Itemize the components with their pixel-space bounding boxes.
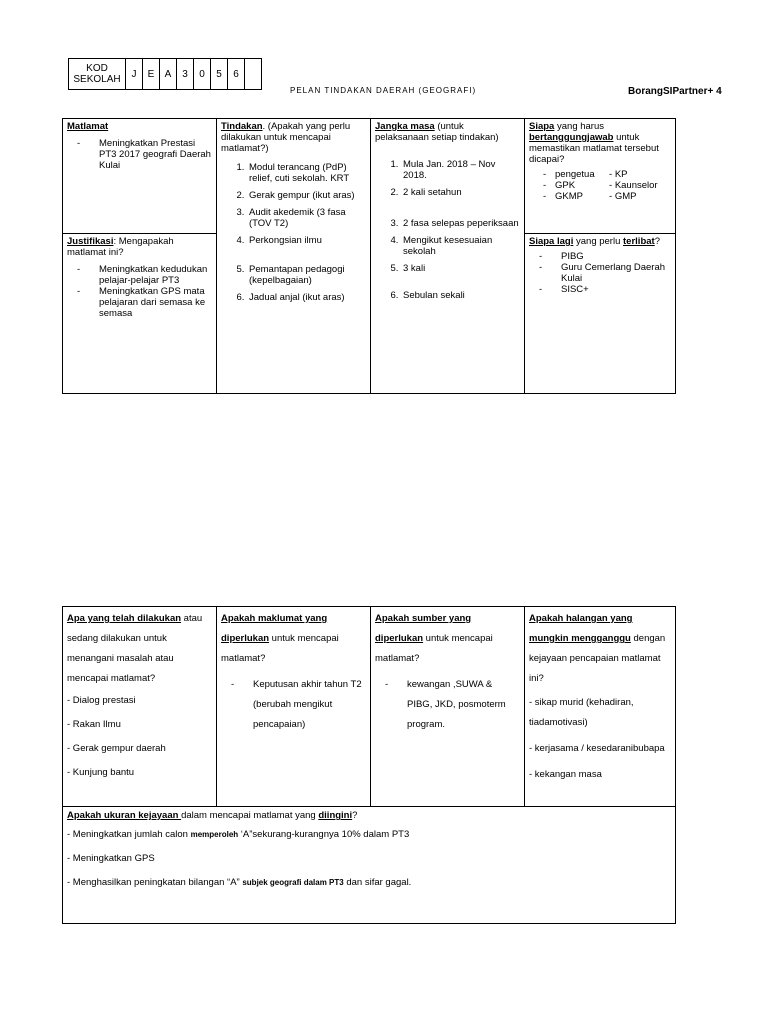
ukuran-question: ? bbox=[352, 810, 358, 821]
list-item: 6. Sebulan sekali bbox=[401, 290, 520, 301]
list-item: Kaunselor bbox=[614, 180, 658, 191]
list-item: 3. 2 fasa selepas peperiksaan bbox=[401, 218, 520, 229]
siapa-lagi-heading: Siapa lagi bbox=[529, 236, 574, 247]
tindakan-question: . (Apakah yang perlu dilakukan untuk mencapai matlamat?) bbox=[221, 121, 351, 154]
kod-blank bbox=[245, 59, 262, 90]
list-item: pengetua bbox=[555, 169, 595, 180]
list-item: - kerjasama / kesedaranibubapa bbox=[529, 743, 665, 754]
list-item: 2. Gerak gempur (ikut aras) bbox=[247, 190, 366, 201]
sumber-question: untuk mencapai matlamat? bbox=[375, 633, 493, 664]
kod-sekolah-label: KOD SEKOLAH bbox=[69, 59, 126, 90]
bertanggungjawab-heading: bertanggungjawab bbox=[529, 132, 614, 143]
list-item: 3. Audit akedemik (3 fasa (TOV T2) bbox=[247, 207, 366, 229]
diingini-heading: diingini bbox=[318, 810, 353, 821]
list-item: - SISC+ bbox=[539, 284, 671, 295]
siapa-heading: Siapa bbox=[529, 121, 555, 132]
apa-dilakukan-question: atau sedang dilakukan untuk menangani masalah atau mencapai matlamat? bbox=[67, 613, 203, 684]
siapa-question: untuk memastikan matlamat tersebut dicapai? bbox=[529, 132, 659, 165]
page-title: PELAN TINDAKAN DAERAH (GEOGRAFI) bbox=[290, 86, 477, 95]
col-jangka-masa bbox=[371, 119, 525, 393]
list-item: - Meningkatkan kedudukan pelajar-pelajar PT3 bbox=[77, 264, 212, 286]
apa-dilakukan-list bbox=[67, 691, 212, 783]
siapa-lagi-cell bbox=[525, 234, 675, 297]
list-item: 5. 3 kali bbox=[401, 263, 520, 274]
list-item: KP bbox=[614, 169, 628, 180]
kod-digit: 5 bbox=[211, 59, 228, 90]
list-item: GPK bbox=[555, 180, 576, 191]
ukuran-heading: Apakah ukuran kejayaan bbox=[67, 810, 182, 821]
list-item: 4. Perkongsian ilmu bbox=[247, 235, 366, 246]
col-tindakan bbox=[217, 119, 371, 393]
col-matlamat bbox=[63, 119, 217, 393]
kod-digit: J bbox=[126, 59, 143, 90]
ukuran-line-3: - Menghasilkan peningkatan bilangan “A” subjek geografi dalam PT3 dan sifar gagal. bbox=[67, 877, 412, 888]
halangan-question: dengan kejayaan pencapaian matlamat ini? bbox=[529, 633, 666, 684]
matlamat-heading: Matlamat bbox=[67, 121, 109, 132]
ukuran-line-1: - Meningkatkan jumlah calon memperoleh ‘A”sekurang-kurangnya 10% dalam PT3 bbox=[67, 829, 410, 840]
ukuran-kejayaan-cell bbox=[63, 807, 675, 923]
sumber-heading: Apakah sumber yang diperlukan bbox=[375, 613, 472, 644]
list-item: 2. 2 kali setahun bbox=[401, 187, 520, 198]
siapa-lagi-question: ? bbox=[654, 236, 660, 247]
kod-digit: 0 bbox=[194, 59, 211, 90]
halangan-heading: Apakah halangan yang mungkin mengganggu bbox=[529, 613, 633, 644]
kod-digit: A bbox=[160, 59, 177, 90]
kod-digit: 6 bbox=[228, 59, 245, 90]
list-item: 4. Mengikut kesesuaian sekolah bbox=[401, 235, 520, 257]
list-item: - sikap murid (kehadiran, tiadamotivasi) bbox=[529, 697, 634, 728]
siapa-lagi-text: yang perlu bbox=[573, 236, 624, 247]
list-item: - Meningkatkan Prestasi PT3 2017 geografi Daerah Kulai bbox=[77, 138, 212, 171]
maklumat-heading: Apakah maklumat yang diperlukan bbox=[221, 613, 328, 644]
list-item: - kekangan masa bbox=[529, 769, 602, 780]
siapa-cell bbox=[525, 119, 675, 204]
tindakan-heading: Tindakan bbox=[221, 121, 263, 132]
col-sumber bbox=[371, 607, 525, 807]
siapa-text: yang harus bbox=[554, 121, 605, 132]
list-item: 1. Modul terancang (PdP) relief, cuti sekolah. KRT bbox=[247, 162, 366, 184]
col-apa-dilakukan bbox=[63, 607, 217, 807]
list-item: 6. Jadual anjal (ikut aras) bbox=[247, 292, 366, 303]
kod-digit: E bbox=[143, 59, 160, 90]
col-maklumat bbox=[217, 607, 371, 807]
list-item: - Rakan Ilmu bbox=[67, 719, 121, 730]
jangka-question: (untuk pelaksanaan setiap tindakan) bbox=[375, 121, 499, 143]
list-item: - Guru Cemerlang Daerah Kulai bbox=[539, 262, 671, 284]
apa-dilakukan-heading: Apa yang telah dilakukan bbox=[67, 613, 182, 624]
justifikasi-cell bbox=[63, 234, 216, 321]
justifikasi-question: : Mengapakah matlamat ini? bbox=[67, 236, 174, 258]
list-item: - Meningkatkan GPS mata pelajaran dari semasa ke semasa bbox=[77, 286, 212, 319]
ukuran-line-2: - Meningkatkan GPS bbox=[67, 853, 155, 864]
col-siapa bbox=[525, 119, 675, 393]
list-item: - Dialog prestasi bbox=[67, 695, 136, 706]
list-item: - PIBG bbox=[539, 251, 671, 262]
maklumat-question: untuk mencapai matlamat? bbox=[221, 633, 339, 664]
halangan-list bbox=[529, 693, 671, 785]
kod-sekolah-box bbox=[68, 58, 262, 90]
list-item: 5. Pemantapan pedagogi (kepelbagaian) bbox=[247, 264, 366, 286]
ukuran-text: dalam mencapai matlamat yang bbox=[181, 810, 319, 821]
list-item: 1. Mula Jan. 2018 – Nov 2018. bbox=[401, 159, 520, 181]
matlamat-cell bbox=[63, 119, 216, 173]
form-id: BorangSIPartner+ 4 bbox=[628, 86, 722, 97]
list-item: - Gerak gempur daerah bbox=[67, 743, 166, 754]
siapa-list: - pengetua - KP - GPK - Kaunselor - GKMP - GMP bbox=[543, 169, 658, 202]
justifikasi-heading: Justifikasi bbox=[67, 236, 114, 247]
terlibat-heading: terlibat bbox=[623, 236, 655, 247]
list-item: - kewangan ,SUWA & PIBG, JKD, posmoterm program. bbox=[385, 675, 520, 735]
jangka-heading: Jangka masa bbox=[375, 121, 435, 132]
plan-table-top bbox=[62, 118, 676, 394]
list-item: - Kunjung bantu bbox=[67, 767, 135, 778]
list-item: GMP bbox=[614, 191, 637, 202]
plan-table-bottom bbox=[62, 606, 676, 924]
list-item: - Keputusan akhir tahun T2 (berubah mengikut pencapaian) bbox=[231, 675, 366, 735]
list-item: GKMP bbox=[555, 191, 583, 202]
kod-digit: 3 bbox=[177, 59, 194, 90]
col-halangan bbox=[525, 607, 675, 807]
